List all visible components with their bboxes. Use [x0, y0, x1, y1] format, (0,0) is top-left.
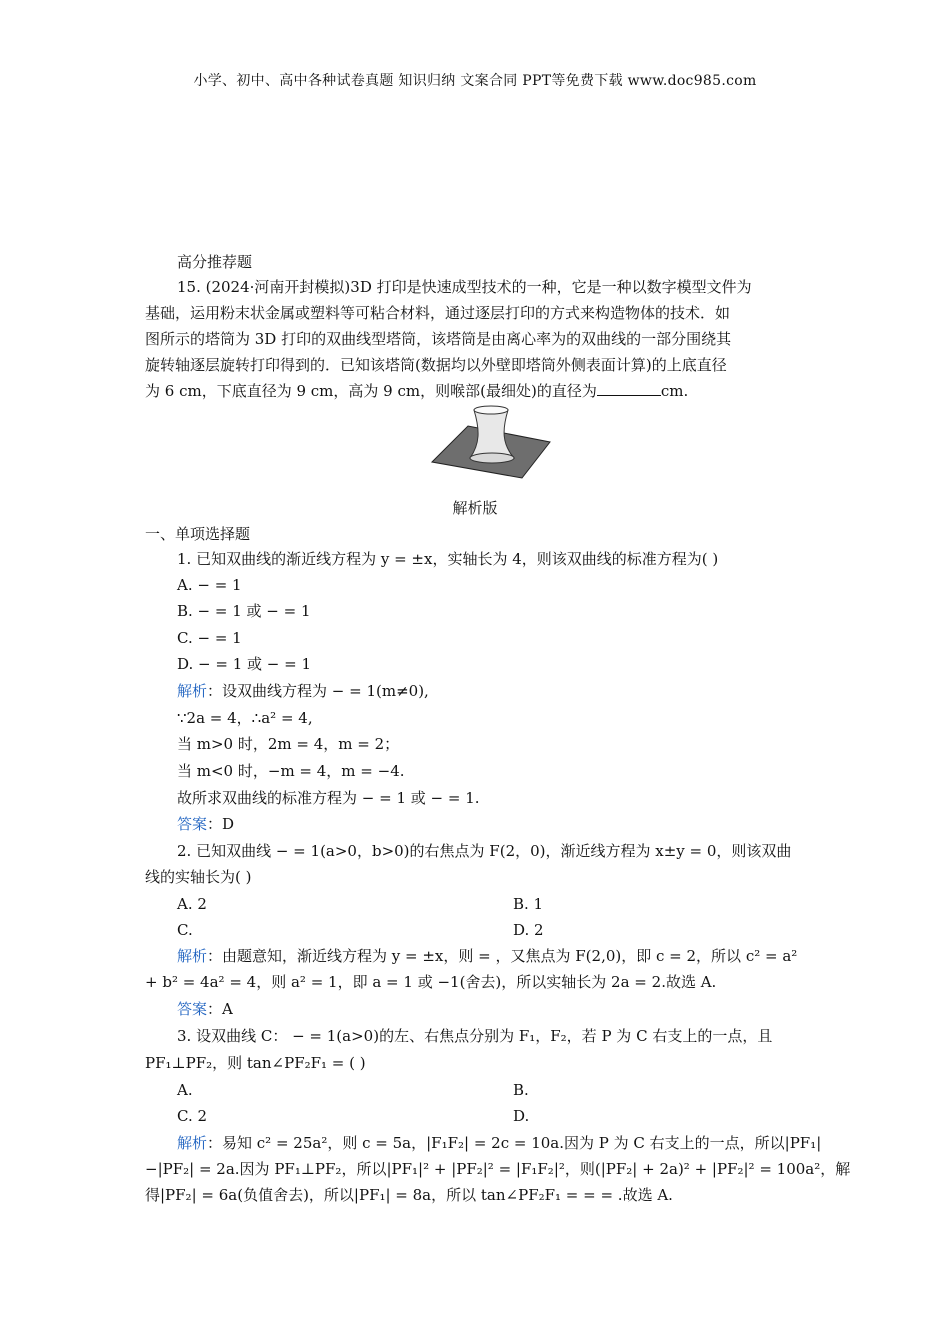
q1-option-c: C. − = 1: [177, 629, 242, 647]
q2-options-cd: [177, 920, 842, 940]
q1-option-b: B. − = 1 或 − = 1: [177, 602, 311, 620]
q2-analysis-1: [177, 946, 842, 966]
q1-analysis-5: 故所求双曲线的标准方程为 − = 1 或 − = 1.: [177, 789, 480, 807]
q2-answer-text: ：A: [207, 1000, 233, 1018]
q2-line-1: 2. 已知双曲线 − = 1(a>0，b>0)的右焦点为 F(2，0)，渐近线方程为 x±y = 0，则该双曲: [177, 842, 792, 860]
q3-option-a: A.: [177, 1081, 193, 1099]
q1-analysis-label: 解析: [177, 682, 208, 700]
q1-answer-text: ：D: [207, 815, 235, 833]
q1-stem: 1. 已知双曲线的渐近线方程为 y = ±x，实轴长为 4，则该双曲线的标准方程为( ): [177, 550, 719, 568]
q2-option-b: B. 1: [513, 895, 544, 913]
q3-options-ab: [177, 1080, 842, 1100]
q2-option-c: C.: [177, 921, 193, 939]
q2-answer: [177, 999, 842, 1019]
q3-line-1: 3. 设双曲线 C： − = 1(a>0)的左、右焦点分别为 F₁，F₂，若 P 为 C 右支上的一点，且: [177, 1027, 773, 1045]
q1-analysis-4: 当 m<0 时，−m = 4，m = −4.: [177, 762, 405, 780]
q15-line-4: 旋转轴逐层旋转打印得到的．已知该塔筒(数据均以外壁即塔筒外侧表面计算)的上底直径: [145, 356, 727, 374]
q3-analysis-text: ：易知 c² = 25a²，则 c = 5a，|F₁F₂| = 2c = 10a.因为 P 为 C 右支上的一点，所以|PF₁|: [207, 1134, 822, 1152]
q15-line-5-unit: cm.: [660, 382, 689, 400]
q15-line-2: 基础，运用粉末状金属或塑料等可粘合材料，通过逐层打印的方式来构造物体的技术．如: [145, 304, 731, 322]
q3-option-d: D.: [513, 1107, 530, 1125]
part1-title: 一、单项选择题: [145, 525, 251, 543]
q1-analysis-2: ∵2a = 4，∴a² = 4,: [177, 709, 313, 727]
q15-line-5: [145, 381, 810, 401]
q3-line-2: PF₁⊥PF₂，则 tan∠PF₂F₁ = ( ): [145, 1054, 366, 1072]
q1-answer-label: 答案: [177, 815, 208, 833]
q2-answer-label: 答案: [177, 1000, 208, 1018]
q1-analysis-1: [177, 681, 842, 701]
q2-analysis-label: 解析: [177, 947, 208, 965]
q3-analysis-2: −|PF₂| = 2a.因为 PF₁⊥PF₂，所以|PF₁|² + |PF₂|² = |F₁F₂|²，则(|PF₂| + 2a)² + |PF₂|² = 100a²，解: [145, 1160, 851, 1178]
caption: 解析版: [452, 499, 498, 517]
q2-line-2: 线的实轴长为( ): [145, 868, 252, 886]
q2-option-a: A. 2: [177, 895, 207, 913]
q2-option-d: D. 2: [513, 921, 544, 939]
q1-option-d: D. − = 1 或 − = 1: [177, 655, 311, 673]
q1-analysis-3: 当 m>0 时，2m = 4，m = 2；: [177, 735, 400, 753]
q2-options-ab: [177, 894, 842, 914]
q15-line-3: 图所示的塔筒为 3D 打印的双曲线型塔筒，该塔筒是由离心率为的双曲线的一部分围绕其: [145, 330, 732, 348]
tower-top: [474, 406, 508, 414]
section-title: 高分推荐题: [177, 253, 253, 271]
q1-answer: [177, 814, 842, 834]
page-header: 小学、初中、高中各种试卷真题 知识归纳 文案合同 PPT等免费下载 www.doc985.com: [193, 73, 757, 89]
tower-bottom: [470, 453, 514, 463]
tower-figure: [430, 400, 552, 480]
q3-option-b: B.: [513, 1081, 529, 1099]
answer-blank: [597, 381, 661, 396]
q15-line-1: 15. (2024·河南开封模拟)3D 打印是快速成型技术的一种，它是一种以数字模型文件为: [177, 278, 752, 296]
q2-analysis-2: + b² = 4a² = 4，则 a² = 1，即 a = 1 或 −1(舍去)，所以实轴长为 2a = 2.故选 A.: [145, 973, 717, 991]
q1-analysis-text: ：设双曲线方程为 − = 1(m≠0),: [207, 682, 429, 700]
q1-option-a: A. − = 1: [177, 576, 242, 594]
q2-analysis-text: ：由题意知，渐近线方程为 y = ±x，则 = ，又焦点为 F(2,0)，即 c = 2，所以 c² = a²: [207, 947, 798, 965]
q3-analysis-label: 解析: [177, 1134, 208, 1152]
q3-analysis-3: 得|PF₂| = 6a(负值舍去)，所以|PF₁| = 8a，所以 tan∠PF₂F₁ = = = .故选 A.: [145, 1186, 673, 1204]
q3-options-cd: [177, 1106, 842, 1126]
q3-option-c: C. 2: [177, 1107, 208, 1125]
q3-analysis-1: [177, 1133, 842, 1153]
q15-line-5-text: 为 6 cm，下底直径为 9 cm，高为 9 cm，则喉部(最细处)的直径为: [145, 382, 597, 400]
